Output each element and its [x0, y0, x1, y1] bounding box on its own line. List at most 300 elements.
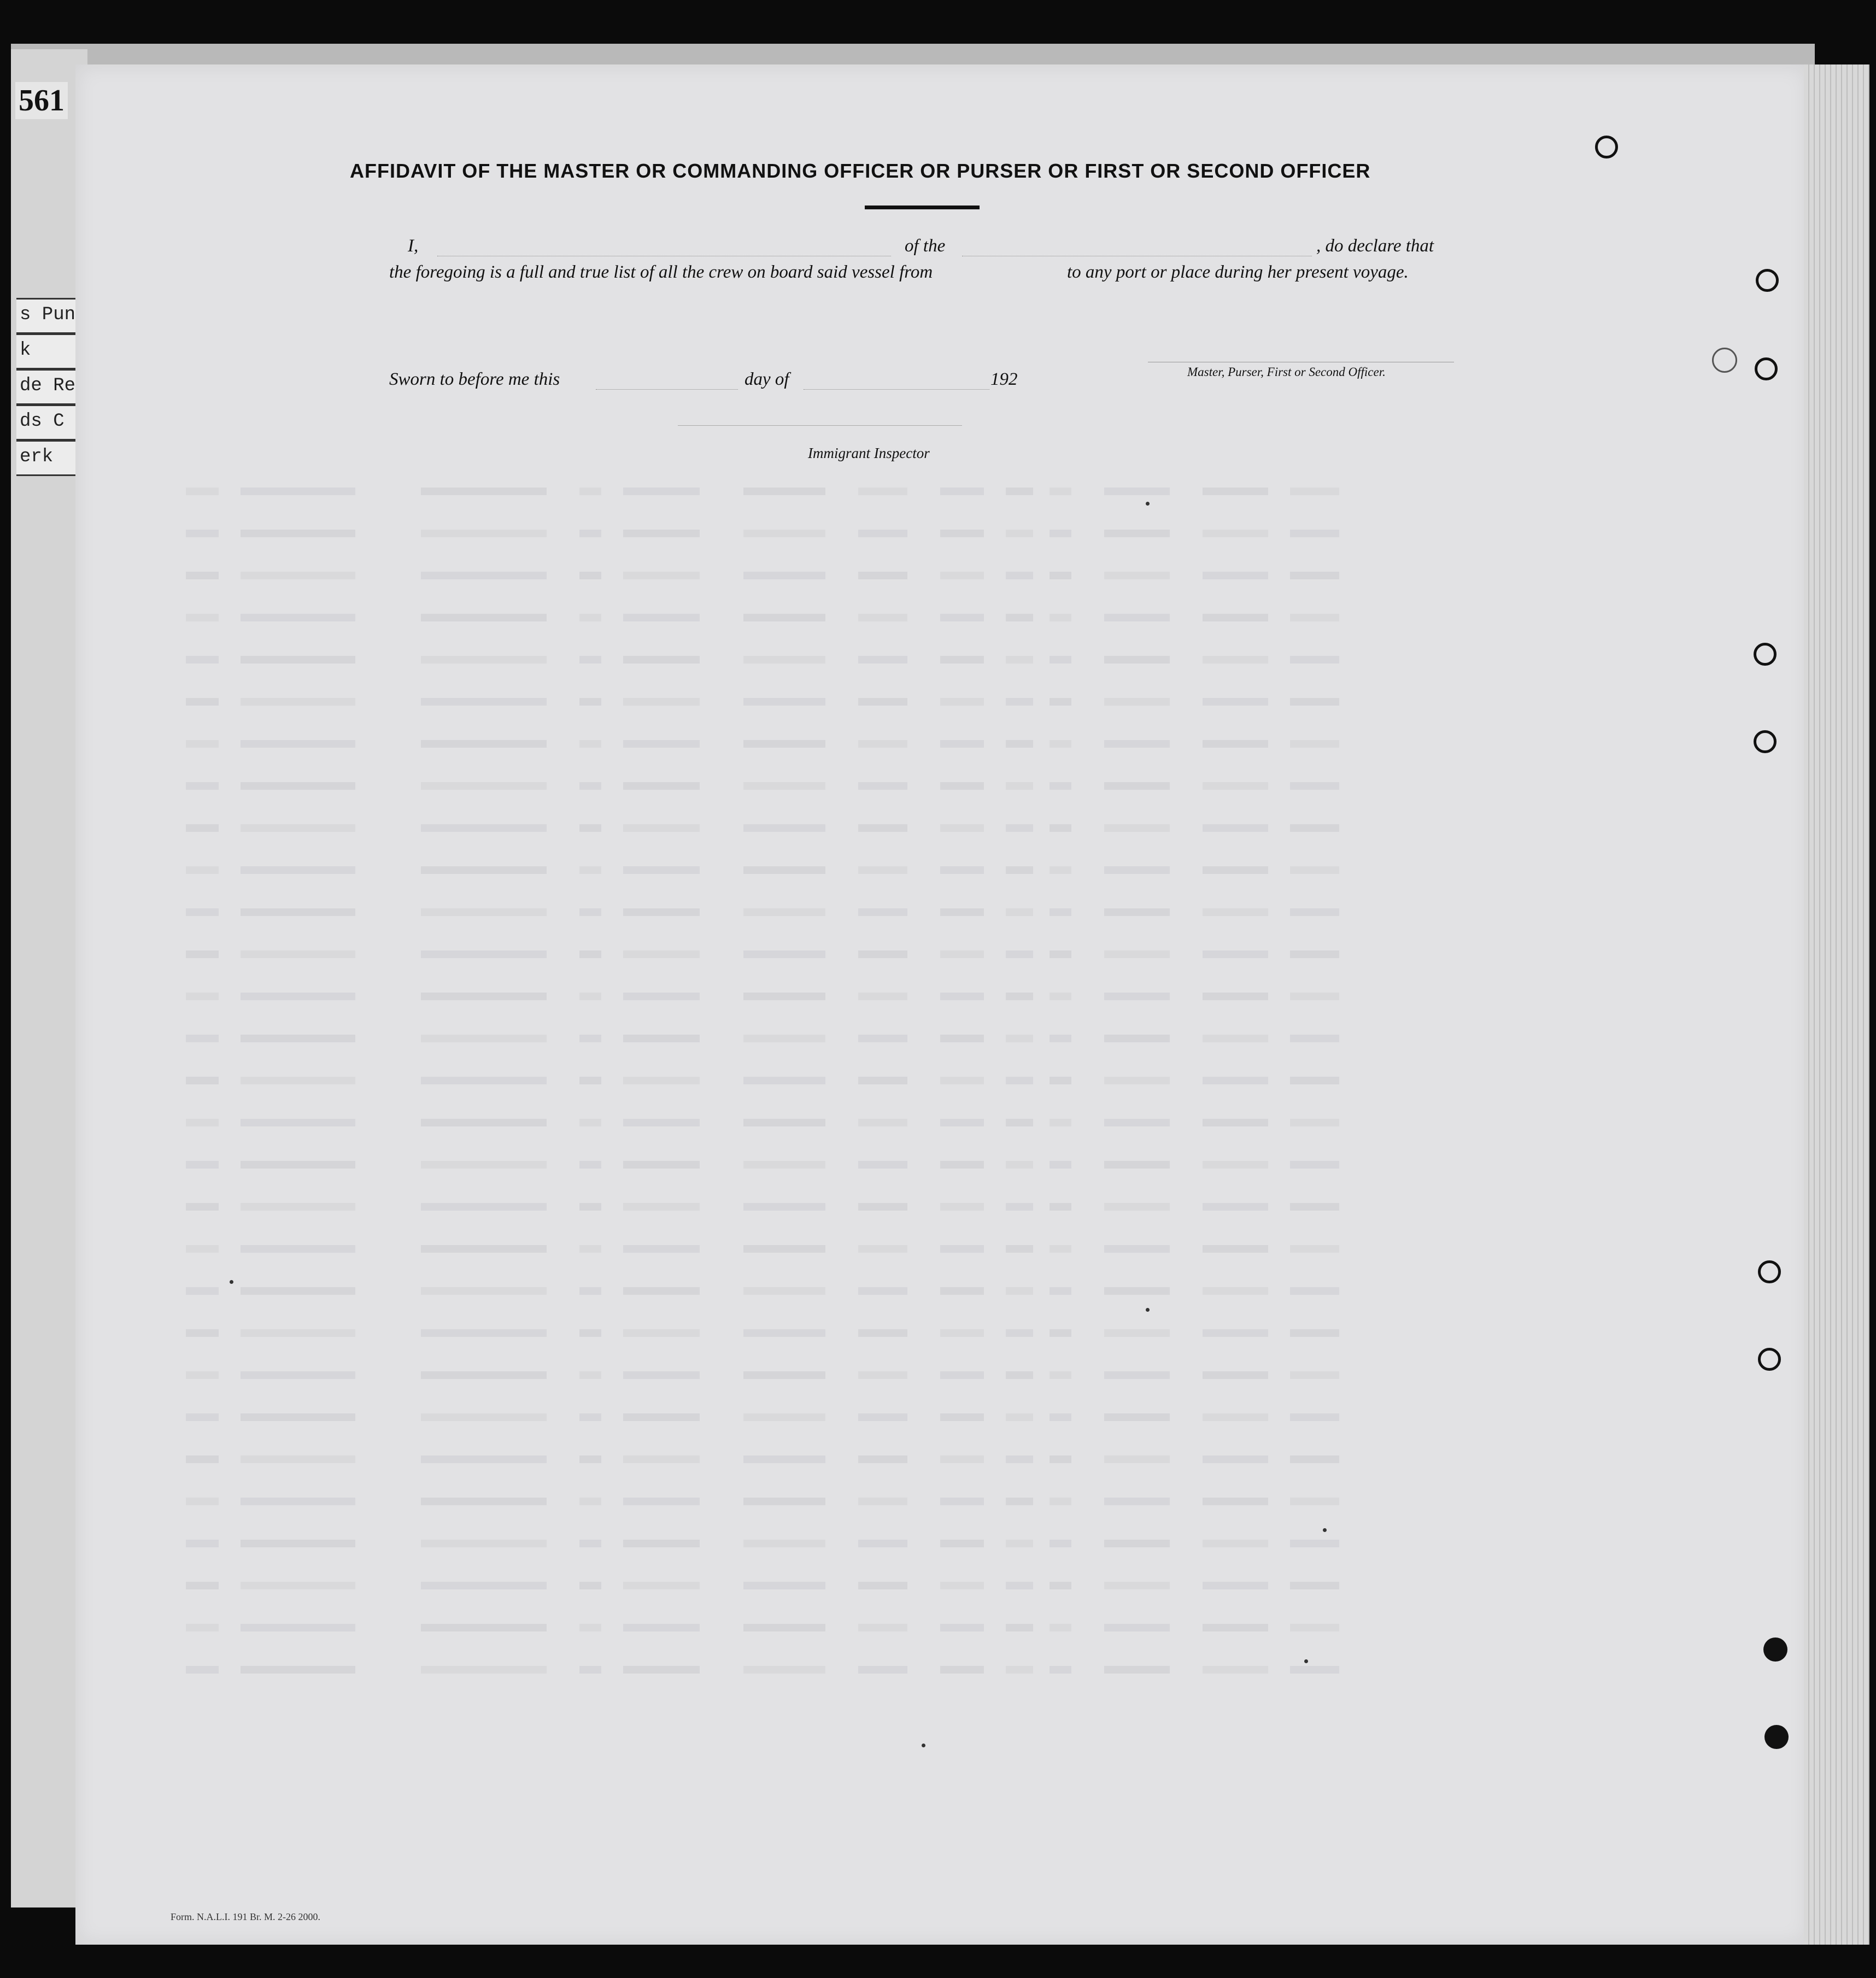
bleed-through-row	[186, 1396, 1689, 1438]
bleed-through-cell	[743, 572, 825, 579]
bleed-through-cell	[858, 1413, 907, 1421]
bleed-through-cell	[579, 1035, 601, 1042]
bleed-through-row	[186, 1648, 1689, 1691]
bleed-through-cell	[186, 950, 219, 958]
bleed-through-cell	[1203, 1119, 1268, 1126]
inspector-signature-blank[interactable]	[678, 425, 962, 426]
bleed-through-cell	[1104, 572, 1170, 579]
bleed-through-cell	[1104, 1498, 1170, 1505]
bleed-through-row	[186, 1606, 1689, 1648]
bleed-through-cell	[241, 1540, 355, 1547]
bleed-through-cell	[1104, 908, 1170, 916]
bleed-through-cell	[421, 1540, 547, 1547]
bleed-through-cell	[743, 1077, 825, 1084]
bleed-through-row	[186, 1354, 1689, 1396]
bleed-through-cell	[743, 740, 825, 748]
bleed-through-row	[186, 680, 1689, 723]
bleed-through-cell	[186, 656, 219, 664]
bleed-through-cell	[1006, 1582, 1033, 1589]
bleed-through-cell	[1050, 572, 1071, 579]
bleed-through-cell	[421, 908, 547, 916]
bleed-through-cell	[1203, 1035, 1268, 1042]
bleed-through-cell	[421, 1666, 547, 1674]
bleed-through-cell	[421, 1203, 547, 1211]
bleed-through-cell	[858, 782, 907, 790]
bleed-through-cell	[1050, 1455, 1071, 1463]
bleed-through-cell	[858, 1582, 907, 1589]
bleed-through-cell	[858, 1540, 907, 1547]
margin-tab: ds C	[16, 404, 87, 441]
bleed-through-cell	[241, 866, 355, 874]
bleed-through-cell	[1006, 1540, 1033, 1547]
bleed-through-cell	[421, 1287, 547, 1295]
bleed-through-cell	[1006, 1203, 1033, 1211]
bleed-through-cell	[1290, 1161, 1339, 1169]
bleed-through-cell	[858, 1161, 907, 1169]
bleed-through-cell	[579, 572, 601, 579]
bleed-through-cell	[1104, 1119, 1170, 1126]
bleed-through-cell	[1203, 1582, 1268, 1589]
bleed-through-cell	[858, 1455, 907, 1463]
bleed-through-cell	[1290, 530, 1339, 537]
bleed-through-cell	[1203, 908, 1268, 916]
bleed-through-cell	[1104, 993, 1170, 1000]
bleed-through-cell	[743, 993, 825, 1000]
bleed-through-cell	[940, 1245, 984, 1253]
bleed-through-cell	[743, 656, 825, 664]
bleed-through-cell	[1203, 1455, 1268, 1463]
bleed-through-cell	[1006, 993, 1033, 1000]
speck	[922, 1744, 925, 1747]
bleed-through-cell	[940, 1203, 984, 1211]
bleed-through-cell	[1006, 866, 1033, 874]
bleed-through-cell	[1104, 1371, 1170, 1379]
bleed-through-cell	[1006, 1371, 1033, 1379]
bleed-through-cell	[1104, 1287, 1170, 1295]
bleed-through-cell	[1050, 866, 1071, 874]
bleed-through-cell	[940, 656, 984, 664]
bleed-through-cell	[421, 572, 547, 579]
bleed-through-cell	[623, 488, 700, 495]
bleed-through-row	[186, 1564, 1689, 1606]
declaration-line-2b: to any port or place during her present voyage.	[1067, 262, 1409, 282]
punch-hole-icon	[1754, 643, 1777, 666]
bleed-through-cell	[1050, 1371, 1071, 1379]
bleed-through-cell	[940, 614, 984, 621]
bleed-through-cell	[1290, 614, 1339, 621]
bleed-through-cell	[1104, 782, 1170, 790]
bleed-through-cell	[623, 993, 700, 1000]
bleed-through-cell	[1050, 530, 1071, 537]
bleed-through-cell	[743, 1455, 825, 1463]
bleed-through-cell	[186, 1119, 219, 1126]
bleed-through-cell	[743, 488, 825, 495]
bleed-through-cell	[1104, 698, 1170, 706]
bleed-through-cell	[421, 488, 547, 495]
bleed-through-cell	[1104, 1624, 1170, 1631]
bleed-through-cell	[1290, 1455, 1339, 1463]
bleed-through-cell	[579, 824, 601, 832]
bleed-through-cell	[623, 1413, 700, 1421]
bleed-through-cell	[1203, 698, 1268, 706]
bleed-through-row	[186, 765, 1689, 807]
speck	[1146, 502, 1150, 506]
bleed-through-cell	[623, 1203, 700, 1211]
bleed-through-table	[186, 470, 1689, 1691]
bleed-through-cell	[940, 1371, 984, 1379]
bleed-through-cell	[1050, 908, 1071, 916]
bleed-through-cell	[241, 950, 355, 958]
bleed-through-cell	[623, 866, 700, 874]
bleed-through-cell	[858, 1287, 907, 1295]
day-of-label: day of	[744, 369, 789, 389]
bleed-through-cell	[858, 572, 907, 579]
bleed-through-cell	[940, 572, 984, 579]
bleed-through-cell	[421, 1245, 547, 1253]
bleed-through-cell	[940, 1666, 984, 1674]
bleed-through-cell	[186, 572, 219, 579]
bleed-through-cell	[579, 1077, 601, 1084]
declaration-do-declare: , do declare that	[1316, 236, 1434, 256]
bleed-through-cell	[186, 698, 219, 706]
bleed-through-cell	[421, 782, 547, 790]
bleed-through-cell	[940, 824, 984, 832]
bleed-through-cell	[1104, 530, 1170, 537]
bleed-through-cell	[858, 1035, 907, 1042]
bleed-through-cell	[241, 1077, 355, 1084]
bleed-through-cell	[1050, 1287, 1071, 1295]
bleed-through-cell	[241, 530, 355, 537]
bleed-through-cell	[1203, 1077, 1268, 1084]
bleed-through-cell	[940, 1119, 984, 1126]
bleed-through-cell	[579, 1203, 601, 1211]
bleed-through-cell	[1050, 782, 1071, 790]
bleed-through-cell	[1050, 1582, 1071, 1589]
affidavit-title: AFFIDAVIT OF THE MASTER OR COMMANDING OFFICER OR PURSER OR FIRST OR SECOND OFFICER	[350, 160, 1371, 182]
bleed-through-cell	[1006, 488, 1033, 495]
bleed-through-cell	[1104, 1077, 1170, 1084]
bleed-through-cell	[579, 1413, 601, 1421]
bleed-through-cell	[1050, 1119, 1071, 1126]
bleed-through-cell	[743, 1203, 825, 1211]
punch-hole-icon	[1754, 730, 1777, 753]
bleed-through-cell	[579, 950, 601, 958]
bleed-through-cell	[1290, 1582, 1339, 1589]
bleed-through-cell	[1104, 824, 1170, 832]
bleed-through-cell	[1104, 866, 1170, 874]
bleed-through-cell	[1006, 1455, 1033, 1463]
bleed-through-cell	[1050, 1203, 1071, 1211]
bleed-through-cell	[1290, 993, 1339, 1000]
bleed-through-cell	[421, 1582, 547, 1589]
bleed-through-cell	[241, 782, 355, 790]
bleed-through-cell	[623, 740, 700, 748]
bleed-through-cell	[1104, 1203, 1170, 1211]
bleed-through-cell	[241, 1413, 355, 1421]
bleed-through-cell	[623, 950, 700, 958]
bleed-through-cell	[241, 1666, 355, 1674]
bleed-through-cell	[623, 572, 700, 579]
bleed-through-cell	[1203, 1371, 1268, 1379]
bleed-through-cell	[1006, 1077, 1033, 1084]
bleed-through-cell	[1006, 908, 1033, 916]
bleed-through-cell	[1290, 656, 1339, 664]
bleed-through-cell	[858, 1329, 907, 1337]
day-blank[interactable]	[596, 389, 738, 390]
bleed-through-cell	[1006, 1245, 1033, 1253]
bleed-through-cell	[186, 740, 219, 748]
bleed-through-cell	[1006, 1161, 1033, 1169]
bleed-through-cell	[743, 1245, 825, 1253]
margin-tab: de Re	[16, 369, 87, 405]
bleed-through-cell	[1006, 656, 1033, 664]
bleed-through-row	[186, 975, 1689, 1017]
bleed-through-cell	[1290, 1329, 1339, 1337]
bleed-through-cell	[421, 1119, 547, 1126]
bleed-through-cell	[186, 530, 219, 537]
bleed-through-cell	[579, 1161, 601, 1169]
bleed-through-cell	[421, 1077, 547, 1084]
bleed-through-cell	[940, 740, 984, 748]
speck	[1146, 1308, 1150, 1312]
bleed-through-cell	[1290, 1413, 1339, 1421]
bleed-through-cell	[186, 1161, 219, 1169]
bleed-through-row	[186, 807, 1689, 849]
declaration-i-label: I,	[408, 236, 419, 256]
bleed-through-row	[186, 1312, 1689, 1354]
title-underline	[865, 206, 980, 209]
bleed-through-cell	[579, 866, 601, 874]
bleed-through-cell	[421, 740, 547, 748]
bleed-through-cell	[743, 1161, 825, 1169]
bleed-through-cell	[579, 698, 601, 706]
bleed-through-cell	[858, 656, 907, 664]
bleed-through-cell	[1203, 1287, 1268, 1295]
bleed-through-cell	[1050, 1498, 1071, 1505]
bleed-through-cell	[579, 1245, 601, 1253]
bleed-through-cell	[1006, 572, 1033, 579]
bleed-through-cell	[1006, 1329, 1033, 1337]
bleed-through-cell	[186, 488, 219, 495]
bleed-through-cell	[940, 993, 984, 1000]
punch-hole-icon	[1763, 1637, 1787, 1662]
bleed-through-row	[186, 1059, 1689, 1101]
bleed-through-cell	[1050, 614, 1071, 621]
bleed-through-cell	[940, 866, 984, 874]
bleed-through-cell	[186, 1371, 219, 1379]
bleed-through-cell	[186, 1498, 219, 1505]
bleed-through-cell	[743, 1624, 825, 1631]
bleed-through-cell	[241, 908, 355, 916]
bleed-through-cell	[1290, 866, 1339, 874]
bleed-through-row	[186, 723, 1689, 765]
bleed-through-cell	[1290, 782, 1339, 790]
bleed-through-cell	[241, 614, 355, 621]
bleed-through-cell	[1203, 572, 1268, 579]
bleed-through-cell	[1203, 1329, 1268, 1337]
speck	[1323, 1528, 1327, 1532]
bleed-through-cell	[1104, 1413, 1170, 1421]
bleed-through-cell	[579, 993, 601, 1000]
bleed-through-cell	[623, 1455, 700, 1463]
bleed-through-cell	[1203, 1498, 1268, 1505]
bleed-through-cell	[1290, 1077, 1339, 1084]
bleed-through-cell	[421, 950, 547, 958]
bleed-through-cell	[623, 908, 700, 916]
bleed-through-cell	[1203, 530, 1268, 537]
bleed-through-cell	[421, 614, 547, 621]
bleed-through-row	[186, 1270, 1689, 1312]
month-blank[interactable]	[804, 389, 989, 390]
bleed-through-cell	[623, 530, 700, 537]
bleed-through-cell	[743, 1287, 825, 1295]
bleed-through-cell	[186, 824, 219, 832]
bleed-through-cell	[940, 488, 984, 495]
sworn-label: Sworn to before me this	[389, 369, 560, 389]
bleed-through-cell	[241, 1371, 355, 1379]
bleed-through-cell	[186, 1455, 219, 1463]
bleed-through-cell	[421, 1371, 547, 1379]
bleed-through-cell	[743, 1329, 825, 1337]
bleed-through-cell	[858, 993, 907, 1000]
bleed-through-cell	[940, 908, 984, 916]
bleed-through-cell	[940, 530, 984, 537]
bleed-through-cell	[743, 1035, 825, 1042]
bleed-through-cell	[743, 866, 825, 874]
bleed-through-cell	[579, 656, 601, 664]
bleed-through-cell	[940, 1329, 984, 1337]
bleed-through-cell	[623, 698, 700, 706]
bleed-through-cell	[1203, 1540, 1268, 1547]
bleed-through-cell	[1203, 782, 1268, 790]
bleed-through-cell	[940, 1498, 984, 1505]
inspector-label: Immigrant Inspector	[808, 445, 930, 461]
bleed-through-cell	[1203, 1203, 1268, 1211]
bleed-through-cell	[743, 782, 825, 790]
year-prefix: 192	[990, 369, 1018, 389]
bleed-through-cell	[421, 1161, 547, 1169]
bleed-through-cell	[940, 950, 984, 958]
bleed-through-cell	[623, 1287, 700, 1295]
bleed-through-cell	[1104, 1329, 1170, 1337]
bleed-through-cell	[858, 1077, 907, 1084]
bleed-through-cell	[186, 1035, 219, 1042]
bleed-through-cell	[940, 1161, 984, 1169]
bleed-through-cell	[579, 614, 601, 621]
bleed-through-cell	[1290, 488, 1339, 495]
bleed-through-cell	[186, 1329, 219, 1337]
bleed-through-cell	[1104, 614, 1170, 621]
bleed-through-cell	[623, 1245, 700, 1253]
bleed-through-cell	[623, 782, 700, 790]
bleed-through-cell	[421, 1624, 547, 1631]
bleed-through-cell	[940, 782, 984, 790]
bleed-through-cell	[743, 698, 825, 706]
bleed-through-cell	[1050, 950, 1071, 958]
bleed-through-cell	[579, 488, 601, 495]
bleed-through-cell	[1050, 1540, 1071, 1547]
declaration-line-2a: the foregoing is a full and true list of all the crew on board said vessel from	[389, 262, 933, 282]
bleed-through-cell	[1006, 614, 1033, 621]
bleed-through-cell	[743, 950, 825, 958]
bleed-through-cell	[1050, 488, 1071, 495]
bleed-through-cell	[579, 1582, 601, 1589]
bleed-through-cell	[1203, 656, 1268, 664]
bleed-through-cell	[186, 1245, 219, 1253]
bleed-through-cell	[1104, 950, 1170, 958]
bleed-through-cell	[858, 1624, 907, 1631]
bleed-through-cell	[743, 614, 825, 621]
bleed-through-cell	[1006, 1119, 1033, 1126]
bleed-through-cell	[579, 740, 601, 748]
bleed-through-cell	[1104, 1540, 1170, 1547]
bleed-through-cell	[1290, 1035, 1339, 1042]
bleed-through-cell	[1290, 1245, 1339, 1253]
bleed-through-cell	[858, 1498, 907, 1505]
bleed-through-cell	[1290, 824, 1339, 832]
bleed-through-cell	[186, 1413, 219, 1421]
bleed-through-cell	[858, 1203, 907, 1211]
bleed-through-cell	[623, 1371, 700, 1379]
bleed-through-cell	[1006, 950, 1033, 958]
bleed-through-cell	[1290, 1666, 1339, 1674]
bleed-through-row	[186, 1522, 1689, 1564]
bleed-through-cell	[940, 1413, 984, 1421]
bleed-through-cell	[1050, 1245, 1071, 1253]
bleed-through-cell	[1290, 1203, 1339, 1211]
bleed-through-cell	[1203, 1666, 1268, 1674]
bleed-through-cell	[241, 1119, 355, 1126]
bleed-through-cell	[743, 1666, 825, 1674]
bleed-through-cell	[186, 908, 219, 916]
bleed-through-cell	[1104, 1161, 1170, 1169]
bleed-through-cell	[241, 1245, 355, 1253]
bleed-through-cell	[1203, 614, 1268, 621]
bleed-through-cell	[421, 530, 547, 537]
bleed-through-cell	[1290, 1540, 1339, 1547]
bleed-through-cell	[1290, 1287, 1339, 1295]
bleed-through-cell	[1203, 993, 1268, 1000]
bleed-through-cell	[241, 993, 355, 1000]
punch-hole-icon	[1758, 1260, 1781, 1283]
bleed-through-cell	[1203, 488, 1268, 495]
bleed-through-cell	[1006, 1287, 1033, 1295]
bleed-through-cell	[1104, 1455, 1170, 1463]
declaration-of-the-label: of the	[905, 236, 946, 256]
bleed-through-cell	[1006, 1624, 1033, 1631]
bleed-through-cell	[1203, 1624, 1268, 1631]
bleed-through-cell	[858, 866, 907, 874]
bleed-through-cell	[1104, 656, 1170, 664]
bleed-through-cell	[1203, 1413, 1268, 1421]
bleed-through-cell	[241, 1287, 355, 1295]
bleed-through-cell	[1050, 993, 1071, 1000]
bleed-through-cell	[1050, 1413, 1071, 1421]
bleed-through-cell	[421, 1035, 547, 1042]
bleed-through-cell	[743, 530, 825, 537]
bleed-through-cell	[743, 1413, 825, 1421]
bleed-through-cell	[1203, 866, 1268, 874]
bleed-through-cell	[940, 1077, 984, 1084]
bleed-through-cell	[1203, 1161, 1268, 1169]
bleed-through-cell	[1104, 1245, 1170, 1253]
bleed-through-cell	[940, 1624, 984, 1631]
bleed-through-cell	[858, 530, 907, 537]
bleed-through-cell	[743, 1498, 825, 1505]
bleed-through-cell	[241, 698, 355, 706]
bleed-through-cell	[421, 993, 547, 1000]
bleed-through-cell	[421, 1498, 547, 1505]
